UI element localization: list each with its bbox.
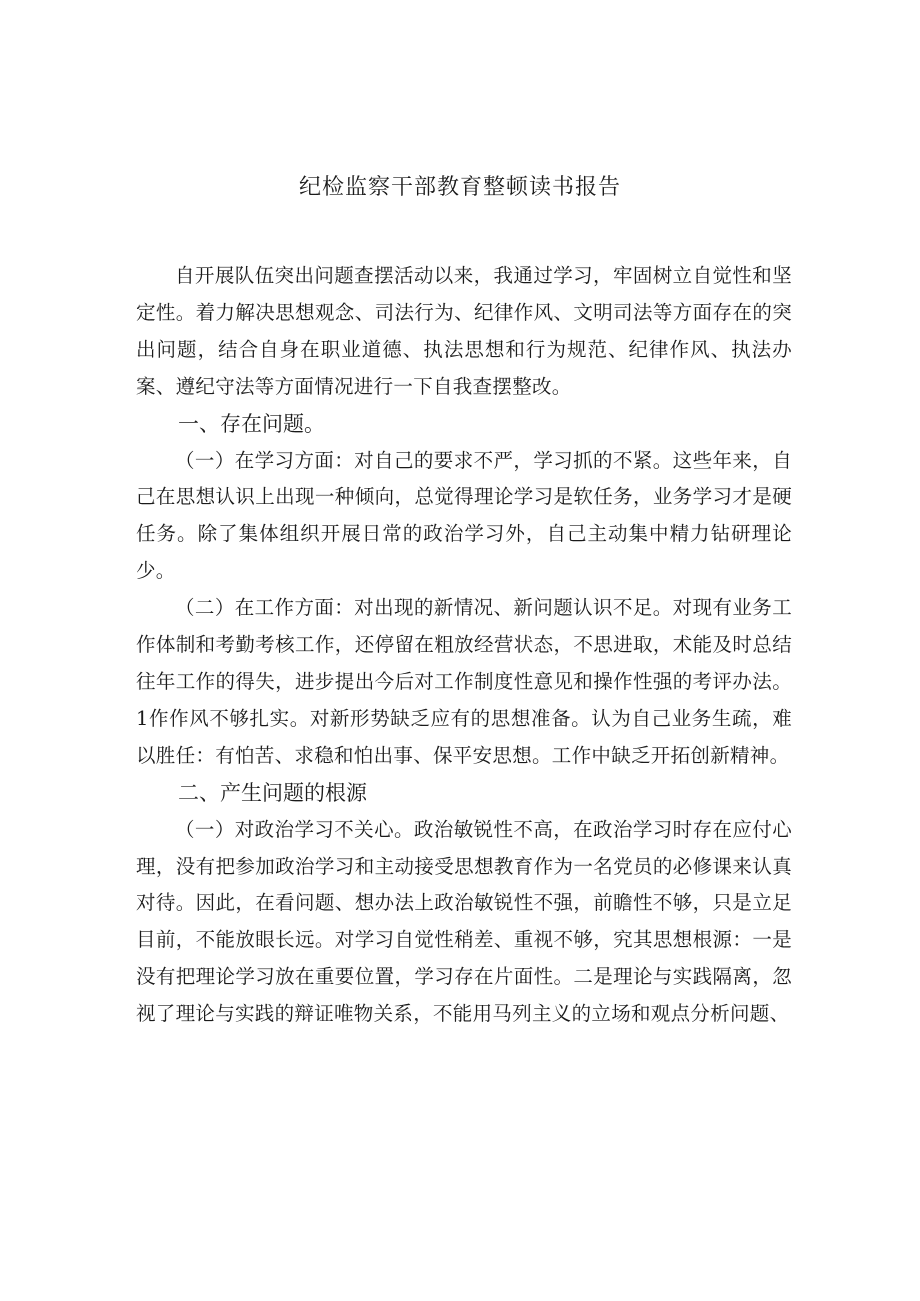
- section-2-heading: 二、产生问题的根源: [178, 780, 367, 805]
- intro-paragraph: 自开展队伍突出问题查摆活动以来，我通过学习，牢固树立自觉性和坚定性。着力解决思想观念、司法行为、纪律作风、文明司法等方面存在的突出问题，结合自身在职业道德、执法思想和行为规范、纪律作风、执法办案、遵纪守法等方面情况进行一下自我查摆整改。: [136, 264, 792, 398]
- section-1-paragraph-1: （一）在学习方面：对自己的要求不严，学习抓的不紧。这些年来，自己在思想认识上出现一种倾向，总觉得理论学习是软任务，业务学习才是硬任务。除了集体组织开展日常的政治学习外，自己主动集中精力钻研理论少。: [136, 448, 792, 583]
- section-1-heading: 一、存在问题。: [178, 411, 325, 436]
- document-title: 纪检监察干部教育整顿读书报告: [298, 175, 621, 200]
- section-1-paragraph-2: （二）在工作方面：对出现的新情况、新问题认识不足。对现有业务工作体制和考勤考核工作，还停留在粗放经营状态，不思进取，术能及时总结往年工作的得失，进步提出今后对工作制度性意见和操作性强的考评办法。1作作风不够扎实。对新形势缺乏应有的思想准备。认为自己业务生疏，难以胜任：有怕苦、求稳和怕出事、保平安思想。工作中缺乏开拓创新精神。: [136, 596, 792, 767]
- document-body: [136, 258, 792, 1033]
- section-2-paragraph-1: （一）对政治学习不关心。政治敏锐性不高，在政治学习时存在应付心理，没有把参加政治学习和主动接受思想教育作为一名党员的必修课来认真对待。因此，在看问题、想办法上政治敏锐性不强，前瞻性不够，只是立足目前，不能放眼长远。对学习自觉性稍差、重视不够，究其思想根源：一是没有把理论学习放在重要位置，学习存在片面性。二是理论与实践隔离，忽视了理论与实践的辩证唯物关系，不能用马列主义的立场和观点分析问题、: [136, 817, 792, 1026]
